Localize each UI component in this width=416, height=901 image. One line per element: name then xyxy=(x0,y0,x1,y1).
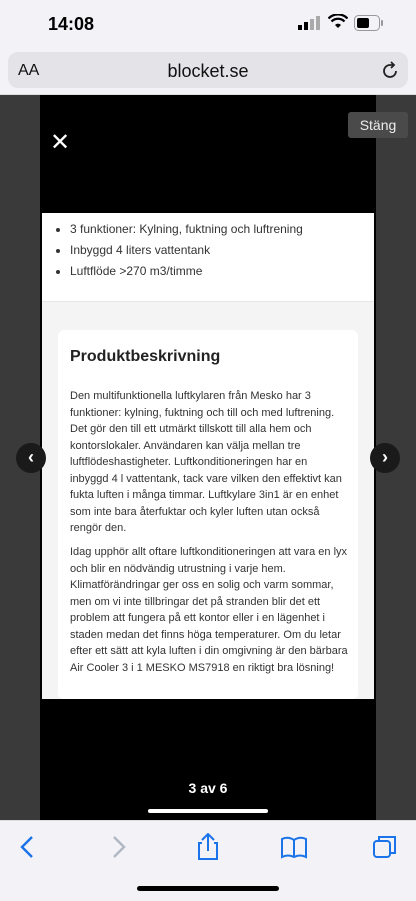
forward-icon[interactable] xyxy=(98,833,138,861)
description-paragraph-2: Idag upphör allt oftare luftkonditioneringen att vara en lyx och blir en nödvändig utrustning i varje hem. Klimatförändringar ger oss en solig och varm sommar, men om vi inte tillbringar det på stranden blir det ett problem att fungera på ett kontor eller i en lägenhet i staden medan det finns höga temperaturer. Om du letar efter ett sätt att kyla luften i din omgivning är den bärbara Air Cooler 3 i 1 MESKO MS7918 en riktigt bra lösning! xyxy=(70,546,348,674)
book-icon[interactable] xyxy=(274,833,314,861)
share-icon[interactable] xyxy=(188,833,228,861)
list-item: • 3 funktioner: Kylning, fuktning och luftrening xyxy=(70,219,374,240)
close-label-tooltip[interactable]: Stäng xyxy=(348,112,408,138)
status-bar xyxy=(0,0,416,48)
description-card xyxy=(58,330,358,699)
text-size-button[interactable]: AA xyxy=(18,62,40,79)
image-counter: 3 av 6 xyxy=(188,780,228,796)
close-icon[interactable]: ✕ xyxy=(50,129,71,156)
address-bar xyxy=(0,48,416,95)
feature-list xyxy=(42,213,374,302)
scroll-indicator xyxy=(148,809,268,813)
tabs-icon[interactable] xyxy=(364,833,404,861)
reload-icon[interactable] xyxy=(380,59,400,81)
list-item: • Luftflöde >270 m3/timme xyxy=(70,261,374,282)
chevron-left-icon[interactable]: ‹ xyxy=(16,443,46,473)
cellular-signal-icon xyxy=(298,16,320,30)
url-text[interactable]: blocket.se xyxy=(167,61,249,81)
description-heading: Produktbeskrivning xyxy=(70,348,221,365)
list-item: • Inbyggd 4 liters vattentank xyxy=(70,240,374,261)
back-icon[interactable] xyxy=(8,833,48,861)
chevron-right-icon[interactable]: › xyxy=(370,443,400,473)
url-field[interactable] xyxy=(8,52,408,88)
home-indicator xyxy=(137,886,279,891)
wifi-icon xyxy=(328,14,348,30)
battery-icon xyxy=(354,15,384,31)
status-time: 14:08 xyxy=(48,14,95,34)
description-paragraph-1: Den multifunktionella luftkylaren från Mesko har 3 funktioner: kylning, fuktning och till och med luftrening. Det gör den till ett utmärkt tillskott till alla hem och kontorslokaler. Användaren kan välja mellan tre luftflödeshastigheter. Luftkonditioneringen har en inbyggd 4 l vattentank, tack vare vilken den effektivt kan fukta luften i många timmar. Luftkylare 3in1 är en enhet som inte bara återfuktar och kyler luften utan också rengör den. xyxy=(70,390,342,534)
